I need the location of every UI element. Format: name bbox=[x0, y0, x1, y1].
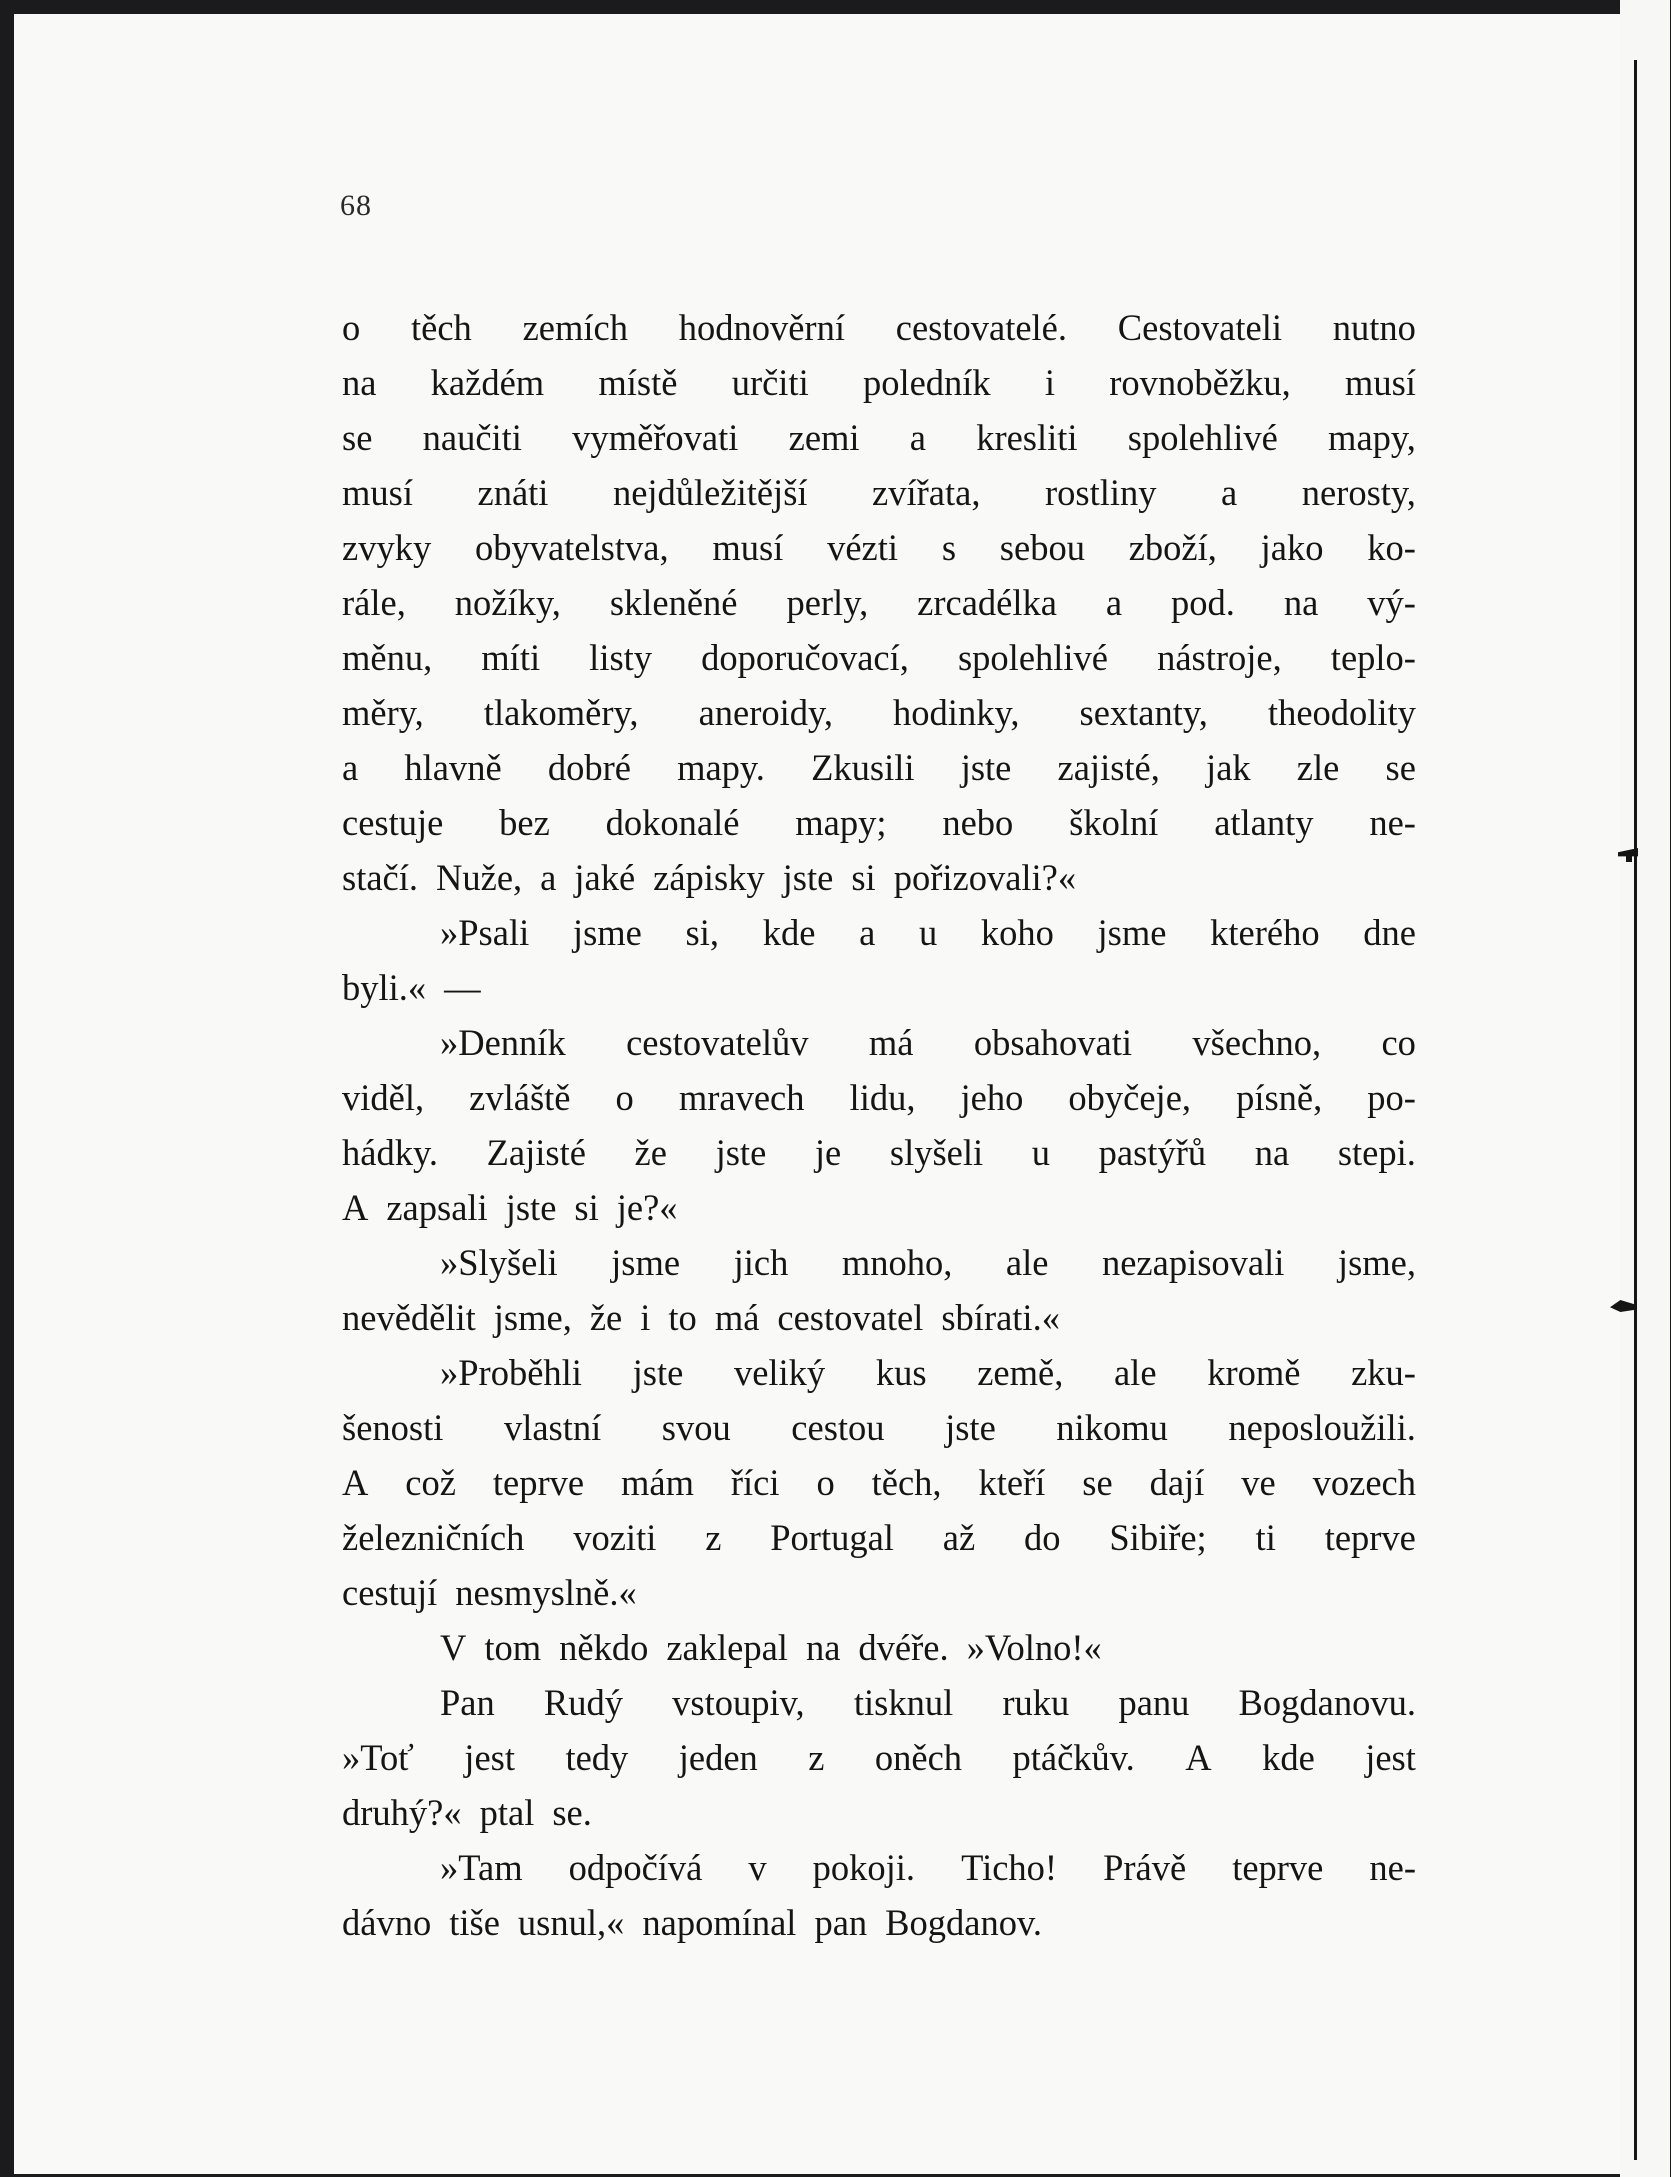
text-line: byli.« — bbox=[342, 967, 481, 1008]
text-line: se naučiti vyměřovati zemi a kresliti spolehlivé mapy, bbox=[342, 417, 1416, 458]
text-line: »Toť jest tedy jeden z oněch ptáčkův. A kde jest bbox=[342, 1737, 1416, 1778]
text-line: »Denník cestovatelův má obsahovati všechno, co bbox=[440, 1022, 1416, 1063]
page-edge-line bbox=[1634, 60, 1637, 2160]
text-line: stačí. Nuže, a jaké zápisky jste si pořizovali?« bbox=[342, 857, 1077, 898]
page-number: 68 bbox=[340, 189, 372, 222]
text-line: Pan Rudý vstoupiv, tisknul ruku panu Bogdanovu. bbox=[440, 1682, 1416, 1723]
text-line: o těch zemích hodnověrní cestovatelé. Cestovateli nutno bbox=[342, 307, 1416, 348]
text-line: viděl, zvláště o mravech lidu, jeho obyčeje, písně, po- bbox=[342, 1077, 1416, 1118]
text-line: a hlavně dobré mapy. Zkusili jste zajisté, jak zle se bbox=[342, 747, 1416, 788]
text-line: nevědělit jsme, že i to má cestovatel sbírati.« bbox=[342, 1297, 1060, 1338]
facing-page-edge bbox=[1620, 0, 1670, 2177]
text-line: šenosti vlastní svou cestou jste nikomu neposloužili. bbox=[342, 1407, 1416, 1448]
text-line: železničních voziti z Portugal až do Sibiře; ti teprve bbox=[342, 1517, 1416, 1558]
text-line: cestuje bez dokonalé mapy; nebo školní atlanty ne- bbox=[342, 802, 1416, 843]
text-line: cestují nesmyslně.« bbox=[342, 1572, 637, 1613]
scan-top-border bbox=[0, 0, 1671, 14]
text-line: měry, tlakoměry, aneroidy, hodinky, sextanty, theodolity bbox=[342, 692, 1416, 733]
text-line: »Psali jsme si, kde a u koho jsme kterého dne bbox=[440, 912, 1416, 953]
text-line: na každém místě určiti poledník i rovnoběžku, musí bbox=[342, 362, 1416, 403]
text-line: dávno tiše usnul,« napomínal pan Bogdanov. bbox=[342, 1902, 1042, 1943]
text-line: A zapsali jste si je?« bbox=[342, 1187, 678, 1228]
text-line: V tom někdo zaklepal na dvéře. »Volno!« bbox=[440, 1627, 1102, 1668]
text-line: »Slyšeli jsme jich mnoho, ale nezapisovali jsme, bbox=[440, 1242, 1416, 1283]
text-line: »Proběhli jste veliký kus země, ale kromě zku- bbox=[440, 1352, 1416, 1393]
text-line: hádky. Zajisté že jste je slyšeli u pastýřů na stepi. bbox=[342, 1132, 1416, 1173]
text-line: »Tam odpočívá v pokoji. Ticho! Právě teprve ne- bbox=[440, 1847, 1416, 1888]
text-line: měnu, míti listy doporučovací, spolehlivé nástroje, teplo- bbox=[342, 637, 1416, 678]
text-line: musí znáti nejdůležitější zvířata, rostliny a nerosty, bbox=[342, 472, 1416, 513]
text-line: druhý?« ptal se. bbox=[342, 1792, 592, 1833]
text-line: rále, nožíky, skleněné perly, zrcadélka a pod. na vý- bbox=[342, 582, 1416, 623]
body-text bbox=[342, 300, 1416, 1950]
text-line: A což teprve mám říci o těch, kteří se dají ve vozech bbox=[342, 1462, 1416, 1503]
text-line: zvyky obyvatelstva, musí vézti s sebou zboží, jako ko- bbox=[342, 527, 1416, 568]
book-page bbox=[14, 14, 1634, 2174]
